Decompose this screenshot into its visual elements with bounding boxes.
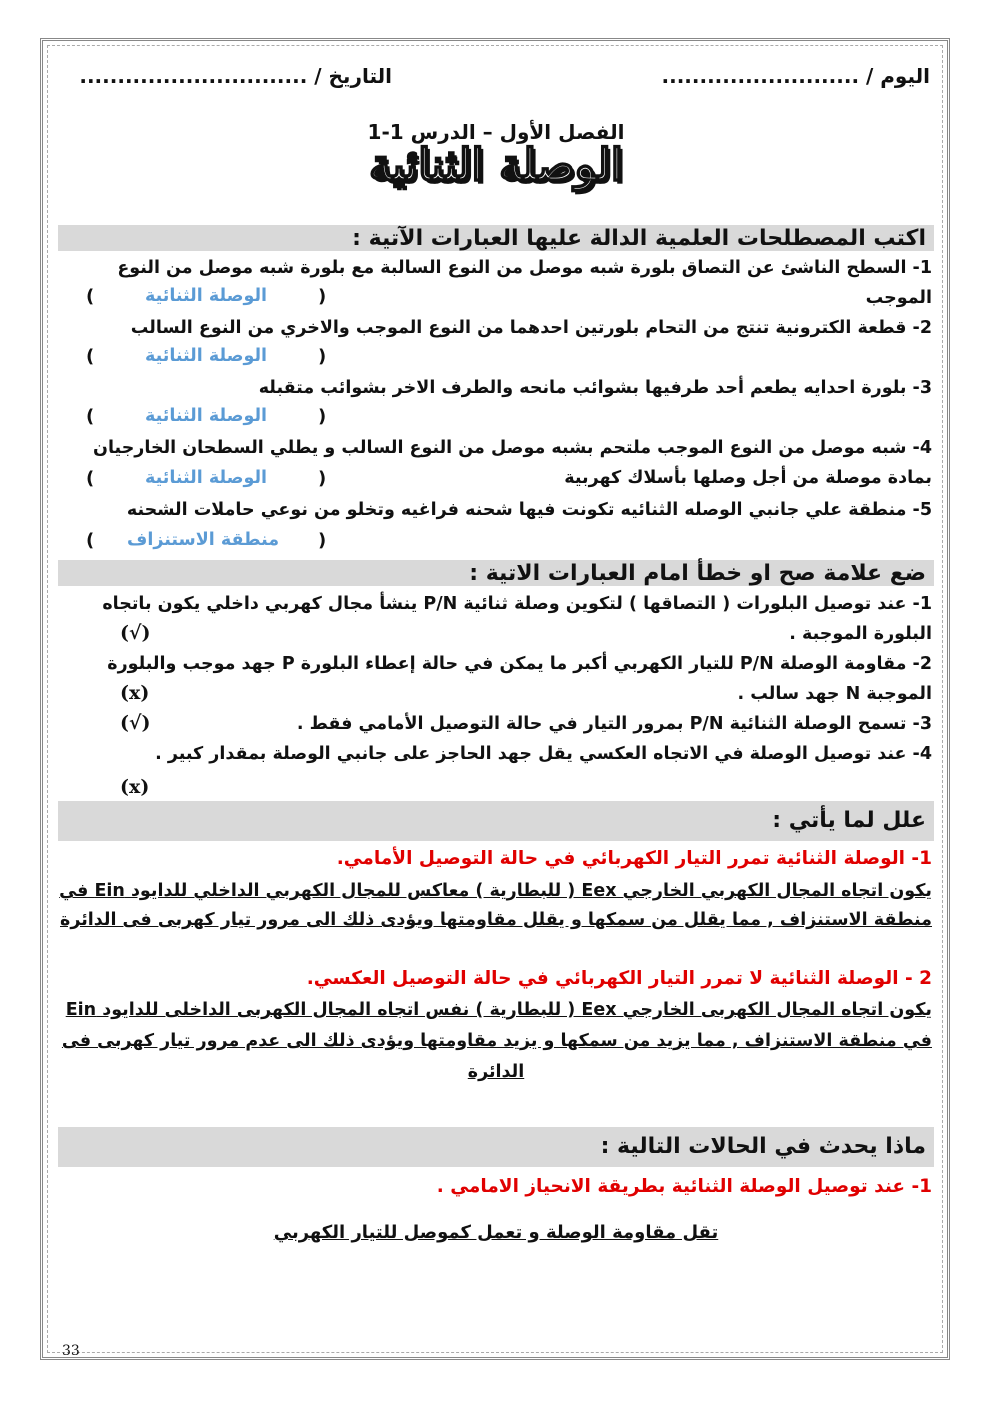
s1-q4-paren-close: ): [86, 468, 95, 489]
s1-q3-paren-open: (: [318, 406, 327, 427]
s1-q2-paren-open: (: [318, 346, 327, 367]
s2-q2-line1: 2- مقاومة الوصلة P/N للتيار الكهربي أكبر ما يمكن في حالة إعطاء البلورة P جهد موجب والبلورة: [107, 654, 932, 674]
chapter-lesson: الفصل الأول – الدرس 1-1: [367, 120, 625, 144]
s4-q1-answer: تقل مقاومة الوصلة و تعمل كموصل للتيار الكهربي: [273, 1222, 719, 1243]
s1-q5-paren-open: (: [318, 530, 327, 551]
s1-q1-answer: الوصلة الثنائية: [145, 286, 268, 306]
s1-q5-answer: منطقة الاستنزاف: [127, 530, 280, 550]
s3-q2-answer-line3: الدائرة: [467, 1062, 525, 1082]
s1-q2-answer: الوصلة الثنائية: [145, 346, 268, 366]
section3-heading: علل لما يأتي :: [772, 808, 926, 833]
s3-q1-question: 1- الوصلة الثنائية تمرر التيار الكهربائي في حالة التوصيل الأمامي.: [336, 848, 932, 869]
lesson-title: الوصلة الثنائية: [369, 140, 623, 191]
s1-q5-line1: 5- منطقة علي جانبي الوصله الثنائيه تكونت فيها شحنه فراغيه وتخلو من نوعي حاملات الشحنه: [126, 500, 932, 520]
day-field: اليوم / ..........................: [661, 64, 930, 88]
s1-q1-line1: 1- السطح الناشئ عن التصاق بلورة شبه موصل من النوع السالبة مع بلورة شبه موصل من النوع: [117, 258, 932, 278]
date-field: التاريخ / ..............................: [79, 64, 392, 88]
s2-q4-line1: 4- عند توصيل الوصلة في الاتجاه العكسي يقل جهد الحاجز على جانبي الوصلة بمقدار كبير .: [155, 744, 932, 764]
section2-heading-bar: [58, 560, 934, 586]
s1-q5-paren-close: ): [86, 530, 95, 551]
s1-q1-paren-close: ): [86, 286, 95, 307]
s3-q2-answer-line2: في منطقة الاستنزاف , مما يزيد من سمكها و يزيد مقاومتها ويؤدى ذلك الى عدم مرور تيار كهربى فى: [61, 1031, 932, 1051]
s2-q3-mark: (√): [120, 712, 151, 734]
s2-q3-line1: 3- تسمح الوصلة الثنائية P/N بمرور التيار في حالة التوصيل الأمامي فقط .: [296, 714, 932, 734]
s1-q4-line2: بمادة موصلة من أجل وصلها بأسلاك كهربية: [564, 468, 932, 488]
s2-q1-line1: 1- عند توصيل البلورات ( التصاقها ) لتكوين وصلة ثنائية P/N ينشأ مجال كهربي داخلي يكون باتجاه: [102, 594, 932, 614]
section3-heading-bar: [58, 801, 934, 841]
section2-heading: ضع علامة صح او خطأ امام العبارات الاتية :: [469, 561, 926, 586]
s2-q1-line2: البلورة الموجبة .: [789, 624, 932, 644]
s4-q1-question: 1- عند توصيل الوصلة الثنائية بطريقة الانحياز الامامي .: [436, 1176, 932, 1197]
s1-q1-paren-open: (: [318, 286, 327, 307]
page-number: 33: [62, 1343, 80, 1359]
s2-q2-mark: (x): [120, 682, 150, 704]
s1-q3-answer: الوصلة الثنائية: [145, 406, 268, 426]
section4-heading: ماذا يحدث في الحالات التالية :: [600, 1134, 926, 1159]
s1-q3-line1: 3- بلورة احدايه يطعم أحد طرفيها بشوائب مانحه والطرف الاخر بشوائب متقبله: [258, 378, 932, 398]
s3-q2-answer-line1: يكون اتجاه المجال الكهربى الخارجي Eex ( للبطارية ) نفس اتجاه المجال الكهربى الداخلى للدايود Ein: [65, 1000, 932, 1020]
s2-q1-mark: (√): [120, 622, 151, 644]
s1-q2-paren-close: ): [86, 346, 95, 367]
s1-q3-paren-close: ): [86, 406, 95, 427]
s1-q2-line1: 2- قطعة الكترونية تنتج من التحام بلورتين احدهما من النوع الموجب والاخري من النوع السالب: [130, 318, 932, 338]
s3-q1-answer-line1: يكون اتجاه المجال الكهربي الخارجي Eex ( للبطارية ) معاكس للمجال الكهربي الداخلي للدايود Ein في: [59, 881, 932, 901]
section1-heading-bar: [58, 225, 934, 251]
s2-q2-line2: الموجبة N جهد سالب .: [737, 684, 932, 704]
s1-q4-paren-open: (: [318, 468, 327, 489]
s1-q4-answer: الوصلة الثنائية: [145, 468, 268, 488]
s3-q1-answer-line2: منطقة الاستنزاف , مما يقلل من سمكها و يقلل مقاومتها ويؤدى ذلك الى مرور تيار كهربى فى الدائرة: [60, 910, 932, 930]
s1-q4-line1: 4- شبه موصل من النوع الموجب ملتحم بشبه موصل من النوع السالب و يطلي السطحان الخارجيان: [93, 438, 932, 458]
section4-heading-bar: [58, 1127, 934, 1167]
s2-q4-mark: (x): [120, 776, 150, 798]
s3-q2-question: 2 - الوصلة الثنائية لا تمرر التيار الكهربائي في حالة التوصيل العكسي.: [306, 968, 932, 989]
s1-q1-line2: الموجب: [865, 288, 932, 308]
section1-heading: اكتب المصطلحات العلمية الدالة عليها العبارات الآتية :: [352, 226, 926, 251]
